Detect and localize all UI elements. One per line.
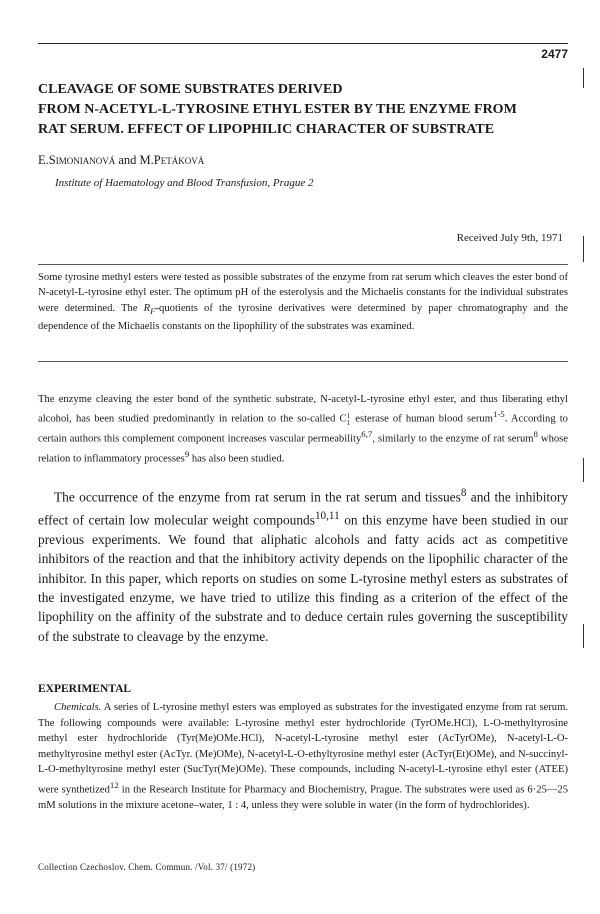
citation: 1-5 bbox=[492, 409, 505, 420]
page-number: 2477 bbox=[541, 47, 568, 61]
citation: 9 bbox=[184, 449, 190, 460]
experimental-text-2: in the Research Institute for Pharmacy and Biochemistry, Prague. The substrates were used as 6·25—25 mM solutions in the mixture acetone–water, 1 : 4, unless they were soluble in water (in the form of hydrochlorides). bbox=[38, 784, 568, 811]
author-2-surname: Petáková bbox=[153, 153, 205, 167]
c-superscript: 1 bbox=[346, 411, 351, 420]
article-title bbox=[38, 80, 578, 140]
title-line-1: CLEAVAGE OF SOME SUBSTRATES DERIVED bbox=[38, 82, 343, 97]
top-rule bbox=[38, 43, 568, 44]
citation: 8 bbox=[460, 487, 467, 499]
citation: 6,7 bbox=[361, 429, 373, 440]
title-line-3: RAT SERUM. EFFECT OF LIPOPHILIC CHARACTER OF SUBSTRATE bbox=[38, 122, 495, 137]
title-line-2: FROM N-ACETYL-L-TYROSINE ETHYL ESTER BY THE ENZYME FROM bbox=[38, 102, 517, 117]
rf-symbol: R bbox=[143, 302, 151, 314]
received-date: Received July 9th, 1971 bbox=[456, 232, 563, 244]
intro-text-6: has also been studied. bbox=[189, 453, 285, 465]
rf-subscript: F bbox=[150, 305, 156, 316]
experimental-text-1: A series of L-tyrosine methyl esters was employed as substrates for the investigated enzyme from rat serum. The following compounds were available: L-tyrosine methyl ester hydrochloride (TyrOMe.HCl), L-O-methyltyrosine methyl ester hydrochloride (Tyr(Me)OMe.HCl), N-acetyl-L-tyrosine methyl ester (AcTyrOMe), N-acetyl-L-O-methyltyrosine methyl ester (AcTyr. (Me)OMe), N-acetyl-L-O-ethyltyrosine methyl ester (AcTyr(Et)OMe), and N-succinyl-L-O-methyltyrosine methyl ester (SucTyr(Me)OMe). These compounds, including N-acetyl-L-tyrosine ethyl ester (ATEE) were synthetized bbox=[38, 702, 568, 796]
abstract-text-1: Some tyrosine methyl esters were tested as possible substrates of the enzyme from rat serum which cleaves the ester bond of N-acetyl-L-tyrosine ethyl ester. The optimum pH of the esterolysis and the Michaelis constants for the individual substrates were determined. The bbox=[38, 272, 568, 314]
intro-text-3: . According to certain authors this complement component increases vascular permeability bbox=[38, 413, 568, 445]
citation: 12 bbox=[109, 779, 119, 790]
author-2-initial: M. bbox=[139, 153, 154, 167]
intro-text-5: whose relation to inflammatory processes bbox=[38, 433, 569, 465]
c-subscript: 1 bbox=[346, 418, 351, 427]
author-1-initial: E. bbox=[38, 153, 49, 167]
abstract bbox=[38, 270, 568, 335]
main-paragraph bbox=[38, 484, 568, 646]
author-conjunction: and bbox=[115, 153, 140, 167]
margin-mark bbox=[583, 68, 584, 88]
main-text-3: on this enzyme have been studied in our previous experiments. We found that aliphatic alcohols and fatty acids act as competitive inhibitors of the reaction and that the inhibitory activity depends on the lipophilic character of the inhibitor. In this paper, which reports on studies on some L-tyrosine methyl esters as substrates of the investigated enzyme, we have tried to utilize this finding as a criterion of the effect of the lipophility on the affinity of the substrate and to deduce certain rules governing the susceptibility of the substrate to cleavage by the enzyme. bbox=[38, 512, 568, 644]
citation: 8 bbox=[533, 429, 538, 440]
intro-text-4: , similarly to the enzyme of rat serum bbox=[372, 433, 534, 445]
institute-affiliation: Institute of Haematology and Blood Transfusion, Prague 2 bbox=[55, 177, 314, 189]
main-text-1: The occurrence of the enzyme from rat serum in the rat serum and tissues bbox=[54, 489, 461, 505]
journal-footer: Collection Czechoslov. Chem. Commun. /Vol. 37/ (1972) bbox=[38, 862, 256, 872]
margin-mark bbox=[583, 236, 584, 262]
section-heading-experimental: EXPERIMENTAL bbox=[38, 683, 132, 695]
experimental-paragraph bbox=[38, 700, 568, 813]
c1-1-notation bbox=[347, 413, 351, 427]
authors bbox=[38, 153, 204, 168]
margin-mark bbox=[583, 624, 584, 648]
margin-mark bbox=[583, 458, 584, 482]
abstract-text-2: -quotients of the tyrosine derivatives were determined by paper chromatography and the dependence of the Michaelis constants on the lipophility of the substrates was examined. bbox=[38, 302, 569, 333]
intro-text-1: The enzyme cleaving the ester bond of the synthetic substrate, N-acetyl-L-tyrosine ethyl ester, and thus liberating ethyl alcohol, has been studied predominantly in relation to the so-called C bbox=[38, 394, 568, 425]
main-text-2: and the inhibitory effect of certain low molecular weight compounds bbox=[38, 489, 568, 528]
intro-text-2: esterase of human blood serum bbox=[351, 413, 493, 425]
chemicals-lead: Chemicals. bbox=[54, 702, 102, 713]
intro-paragraph bbox=[38, 392, 568, 467]
citation: 10,11 bbox=[314, 509, 340, 522]
author-1-surname: Simonianová bbox=[48, 153, 116, 167]
